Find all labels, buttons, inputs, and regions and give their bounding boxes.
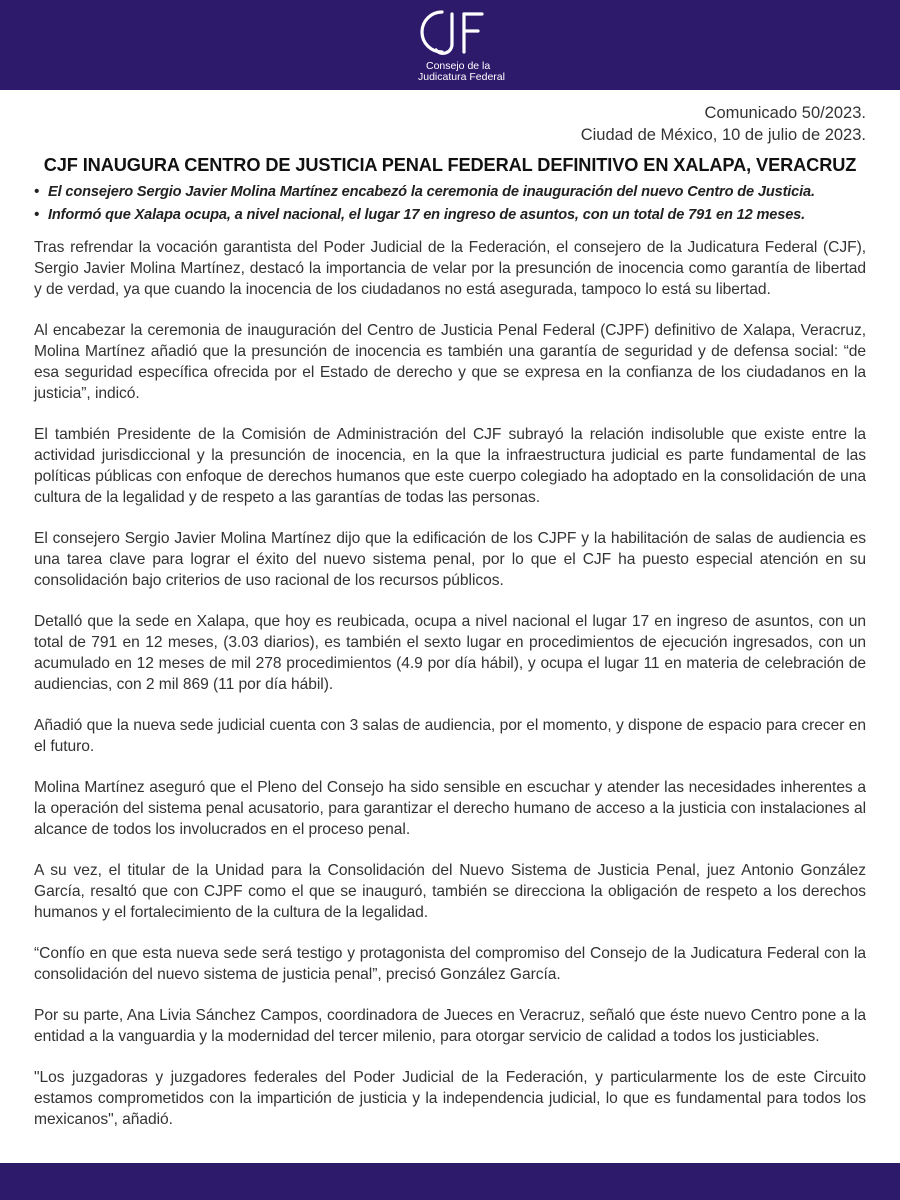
body-paragraph: Por su parte, Ana Livia Sánchez Campos, coordinadora de Jueces en Veracruz, señaló que éste nuevo Centro pone a la entidad a la vanguardia y la modernidad del tercer milenio, para otorgar servicio de calidad a todos los justiciables. xyxy=(34,1007,866,1045)
body-paragraph: Añadió que la nueva sede judicial cuenta con 3 salas de audiencia, por el momento, y dispone de espacio para crecer en el futuro. xyxy=(34,717,866,755)
body-paragraph: El consejero Sergio Javier Molina Martínez dijo que la edificación de los CJPF y la habilitación de salas de audiencia es una tarea clave para lograr el éxito del nuevo sistema penal, por lo que el CJF ha puesto especial atención en su consolidación bajo criterios de uso racional de los recursos públicos. xyxy=(34,530,866,589)
press-release xyxy=(34,102,866,1150)
bullet-icon: • xyxy=(34,207,39,223)
summary-bullet xyxy=(34,204,866,227)
body-paragraph: A su vez, el titular de la Unidad para la Consolidación del Nuevo Sistema de Justicia Penal, juez Antonio González García, resaltó que con CJPF como el que se inauguró, también se direcciona la obligación de respeto a los derechos humanos y el fortalecimiento de la cultura de la legalidad. xyxy=(34,862,866,921)
logo-text-line2: Judicatura Federal xyxy=(418,71,505,83)
summary-bullet-text: Informó que Xalapa ocupa, a nivel nacional, el lugar 17 en ingreso de asuntos, con un total de 791 en 12 meses. xyxy=(48,207,806,223)
body-paragraph: Tras refrendar la vocación garantista del Poder Judicial de la Federación, el consejero de la Judicatura Federal (CJF), Sergio Javier Molina Martínez, destacó la importancia de velar por la presunción de inocencia como garantía de libertad y de verdad, ya que cuando la inocencia de los ciudadanos no está asegurada, tampoco lo está su libertad. xyxy=(34,239,866,298)
summary-bullet xyxy=(34,181,866,204)
body-paragraph: "Los juzgadoras y juzgadores federales del Poder Judicial de la Federación, y particularmente los de este Circuito estamos comprometidos con la impartición de justicia y la independencia judicial, lo que es fundamental para todos los mexicanos", añadió. xyxy=(34,1069,866,1128)
body-paragraph: El también Presidente de la Comisión de Administración del CJF subrayó la relación indisoluble que existe entre la actividad jurisdiccional y la presunción de inocencia, en la que la infraestructura judicial es parte fundamental de las políticas públicas con enfoque de derechos humanos que este cuerpo colegiado ha adoptado en la consolidación de una cultura de la legalidad y de respeto a las garantías de todas las personas. xyxy=(34,426,866,506)
headline: CJF INAUGURA CENTRO DE JUSTICIA PENAL FEDERAL DEFINITIVO EN XALAPA, VERACRUZ xyxy=(43,155,857,175)
release-number: Comunicado 50/2023. xyxy=(704,104,866,122)
body-paragraph: Al encabezar la ceremonia de inauguración del Centro de Justicia Penal Federal (CJPF) definitivo de Xalapa, Veracruz, Molina Martínez añadió que la presunción de inocencia es también una garantía de seguridad y de defensa social: “de esa seguridad específica ofrecida por el Estado de derecho y que se expresa en la confianza de los ciudadanos en la justicia”, indicó. xyxy=(34,322,866,402)
body-paragraph: Detalló que la sede en Xalapa, que hoy es reubicada, ocupa a nivel nacional el lugar 17 en ingreso de asuntos, con un total de 791 en 12 meses, (3.03 diarios), es también el sexto lugar en procedimientos de ejecución ingresados, con un acumulado en 12 meses de mil 278 procedimientos (4.9 por día hábil), y ocupa el lugar 11 en materia de celebración de audiencias, con 2 mil 869 (11 por día hábil). xyxy=(34,613,866,693)
release-meta xyxy=(34,102,866,146)
body-paragraph: Molina Martínez aseguró que el Pleno del Consejo ha sido sensible en escuchar y atender las necesidades inherentes a la operación del sistema penal acusatorio, para garantizar el derecho humano de acceso a la justicia con instalaciones al alcance de todos los involucrados en el proceso penal. xyxy=(34,779,866,838)
body-paragraph: “Confío en que esta nueva sede será testigo y protagonista del compromiso del Consejo de la Judicatura Federal con la consolidación del nuevo sistema de justicia penal”, precisó González García. xyxy=(34,945,866,983)
summary-bullets xyxy=(34,181,866,227)
summary-bullet-text: El consejero Sergio Javier Molina Martínez encabezó la ceremonia de inauguración del nuevo Centro de Justicia. xyxy=(48,184,815,200)
header-banner xyxy=(0,0,900,90)
cjf-logo xyxy=(400,4,510,86)
cjf-logo-mark-icon xyxy=(412,4,492,60)
bullet-icon: • xyxy=(34,184,39,200)
footer-banner xyxy=(0,1163,900,1200)
logo-text-line1: Consejo de la xyxy=(426,60,491,72)
release-place-date: Ciudad de México, 10 de julio de 2023. xyxy=(580,126,866,144)
